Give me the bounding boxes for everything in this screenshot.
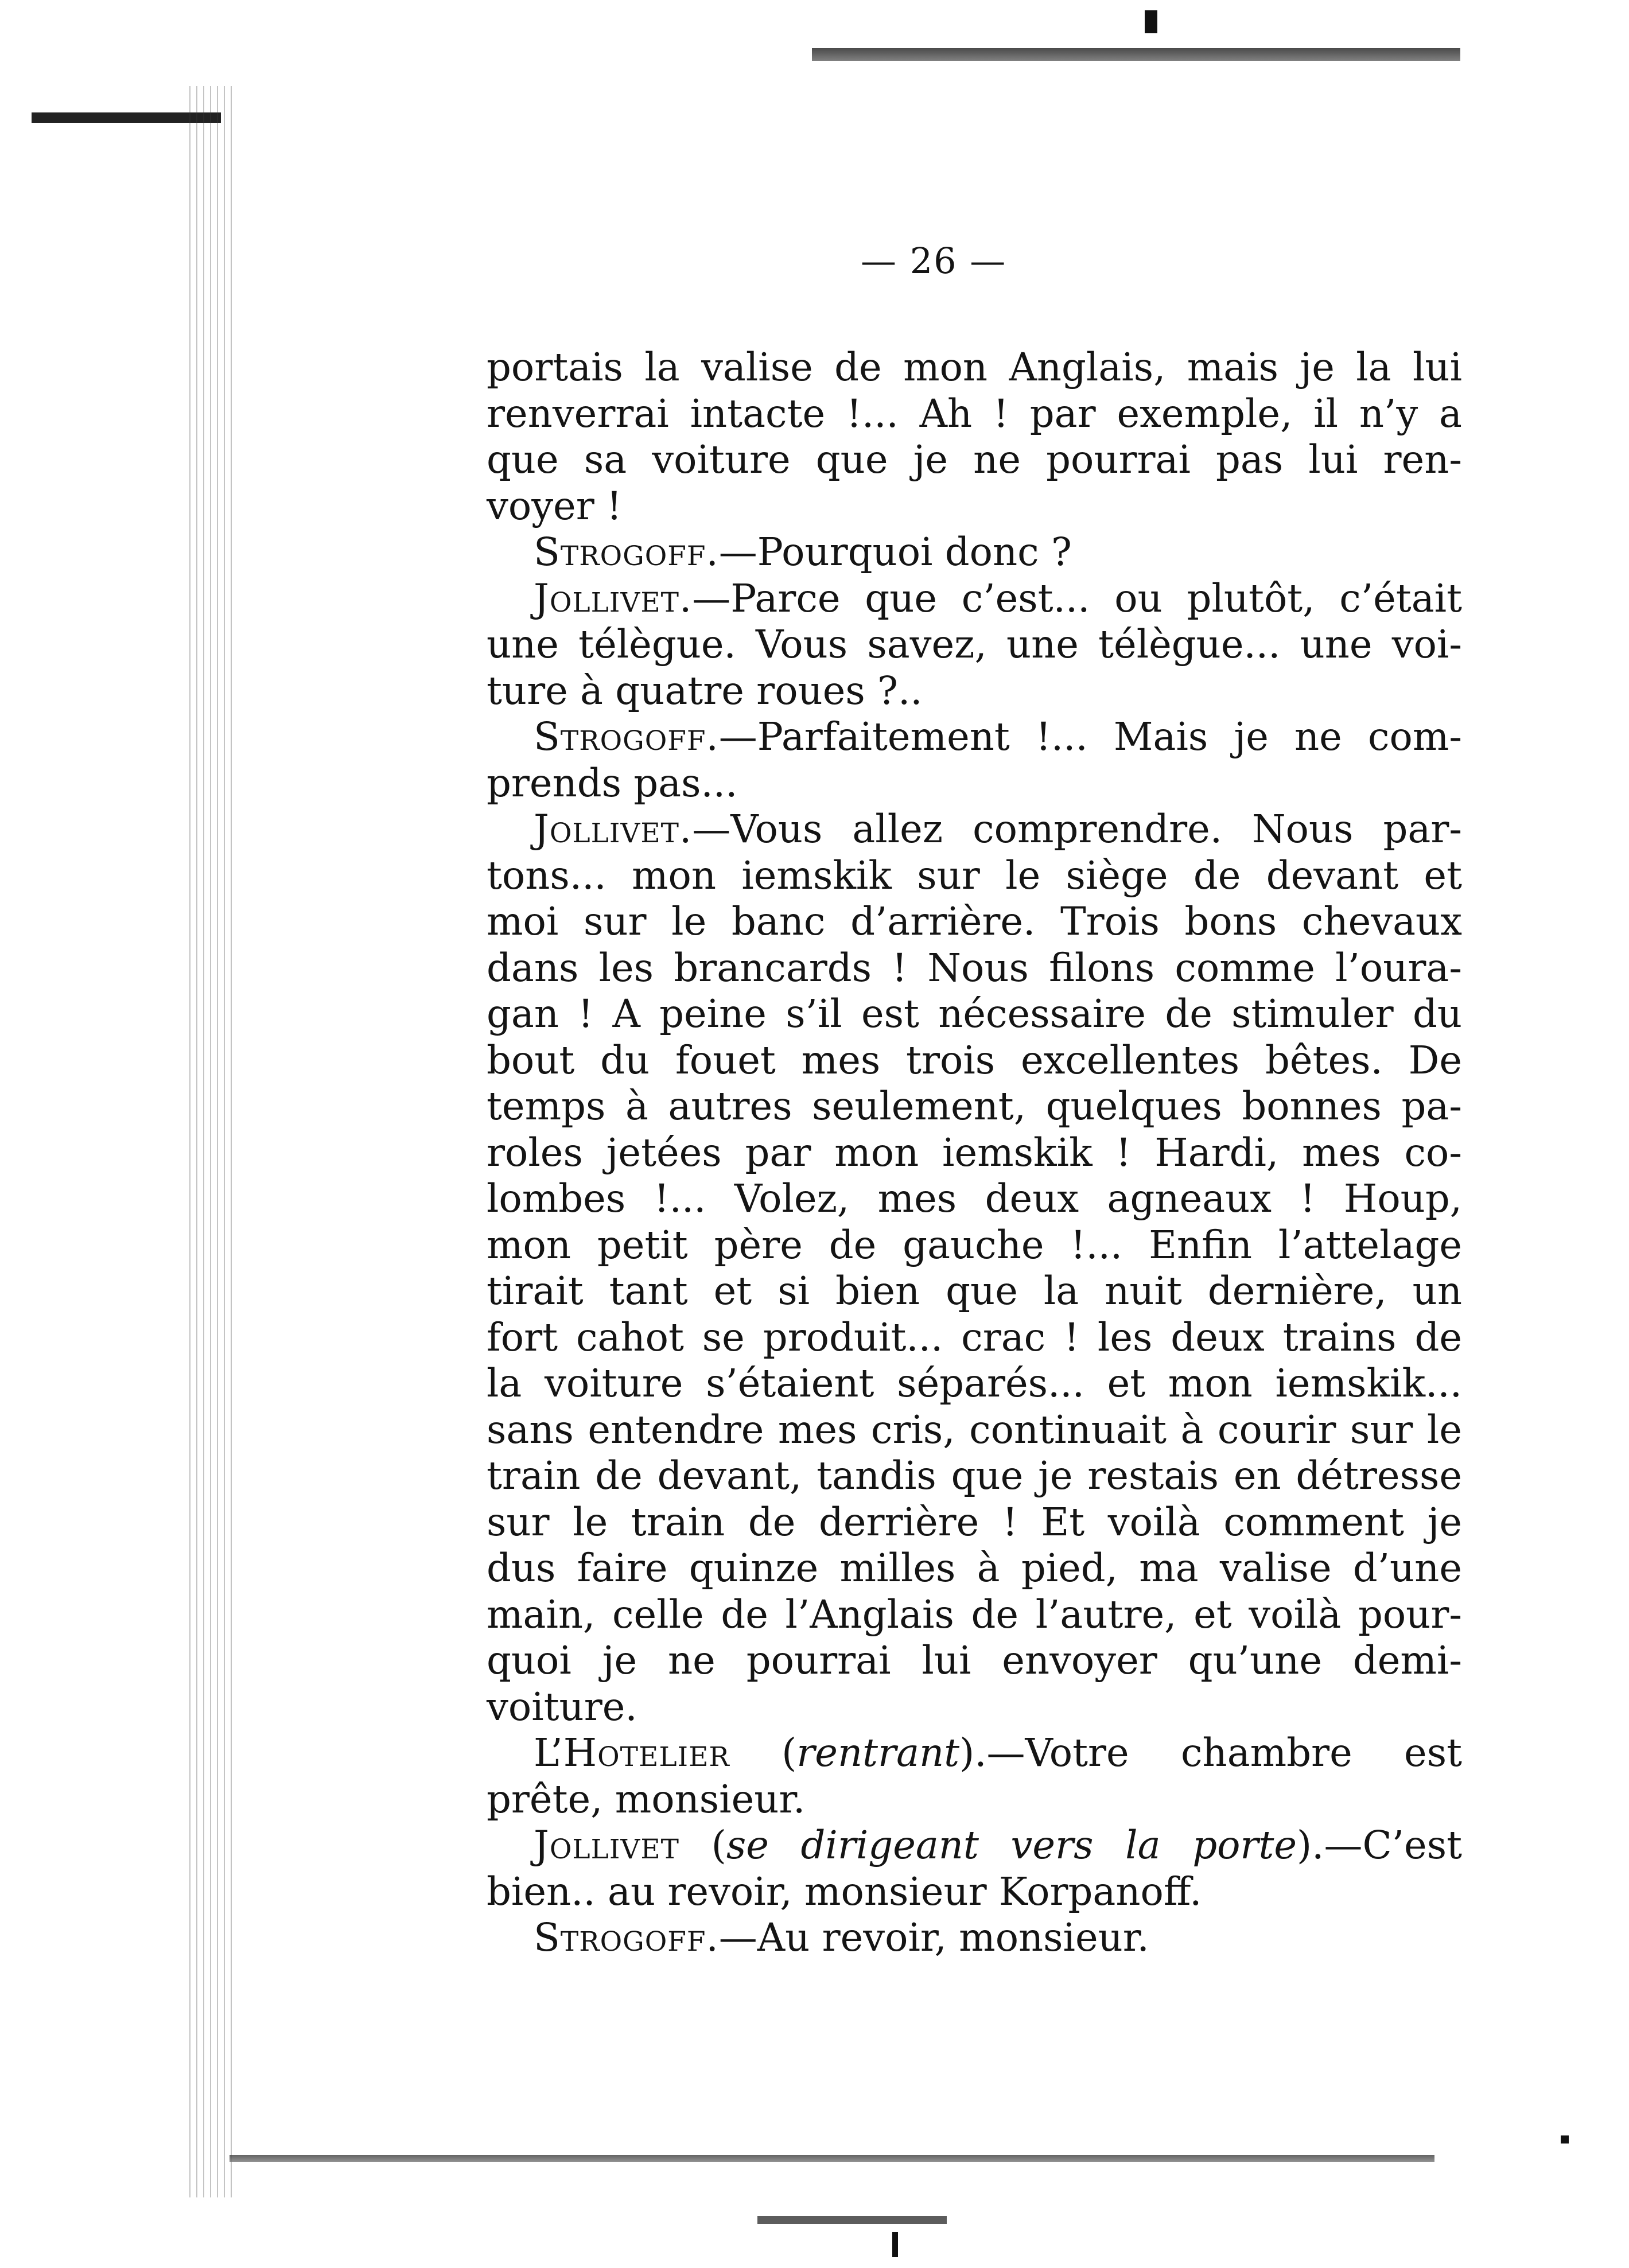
text-line: [487, 1915, 1462, 1961]
line-text: (: [679, 1823, 726, 1868]
text-line: [487, 1869, 1462, 1915]
text-line: [487, 1222, 1462, 1269]
text-line: [487, 1268, 1462, 1314]
line-text: train de devant, tandis que je restais en détresse: [487, 1453, 1462, 1498]
text-line: [487, 853, 1462, 899]
line-text: temps à autres seulement, quelques bonnes pa-: [487, 1084, 1462, 1129]
line-text: roles jetées par mon iemskik ! Hardi, mes co-: [487, 1130, 1462, 1175]
text-line: [487, 1453, 1462, 1499]
line-text: portais la valise de mon Anglais, mais je la lui: [487, 345, 1462, 390]
text-line: [487, 991, 1462, 1037]
text-line: [487, 1314, 1462, 1361]
line-text: tons... mon iemskik sur le siège de devant et: [487, 853, 1462, 898]
line-text: gan ! A peine s’il est nécessaire de stimuler du: [487, 991, 1462, 1036]
text-line: [487, 621, 1462, 668]
text-line: [487, 1176, 1462, 1222]
text-line: [487, 945, 1462, 991]
line-text: sur le train de derrière ! Et voilà comment je: [487, 1499, 1462, 1545]
text-line: [487, 1684, 1462, 1730]
line-text: moi sur le banc d’arrière. Trois bons chevaux: [487, 899, 1462, 944]
text-line: [487, 1130, 1462, 1176]
speaker-name: Jollivet: [534, 1823, 679, 1868]
text-line: [487, 437, 1462, 483]
line-text: dans les brancards ! Nous filons comme l’oura-: [487, 945, 1462, 990]
text-line: [487, 1545, 1462, 1592]
line-text: tirait tant et si bien que la nuit dernière, un: [487, 1269, 1462, 1313]
line-text: sans entendre mes cris, continuait à courir sur le: [487, 1407, 1462, 1452]
text-line: [487, 1037, 1462, 1084]
line-text: —Parfaitement !... Mais je ne com-: [718, 714, 1462, 759]
text-line: [487, 1499, 1462, 1546]
line-text: (: [729, 1730, 797, 1775]
scan-mark-top: [1145, 10, 1157, 33]
line-text: que sa voiture que je ne pourrai pas lui ren-: [487, 437, 1462, 482]
line-text: bout du fouet mes trois excellentes bêtes. De: [487, 1037, 1462, 1083]
text-line: [487, 1592, 1462, 1638]
text-line: [487, 760, 1462, 807]
book-spine-shadow: [189, 86, 235, 2197]
speaker-name: L’Hotelier: [534, 1730, 730, 1775]
line-text: renverrai intacte !... Ah ! par exemple, il n’y a: [487, 391, 1462, 436]
text-line: [487, 714, 1462, 760]
scan-mark-bottom: [892, 2232, 898, 2257]
line-text: —Pourquoi donc ?: [718, 530, 1072, 574]
stage-direction: rentrant: [796, 1730, 960, 1775]
text-line: [487, 1360, 1462, 1407]
line-text: voyer !: [487, 483, 622, 528]
text-line: [487, 575, 1462, 622]
line-text: prête, monsieur.: [487, 1776, 806, 1822]
line-text: ture à quatre roues ?..: [487, 668, 923, 713]
page-text: [487, 344, 1462, 1961]
line-text: —Au revoir, monsieur.: [718, 1915, 1149, 1960]
text-line: [487, 1407, 1462, 1453]
line-text: quoi je ne pourrai lui envoyer qu’une demi-: [487, 1638, 1462, 1683]
line-text: lombes !... Volez, mes deux agneaux ! Houp,: [487, 1176, 1462, 1221]
text-line: [487, 898, 1462, 945]
line-text: dus faire quinze milles à pied, ma valise d’une: [487, 1546, 1462, 1590]
line-text: une télègue. Vous savez, une télègue... une voi-: [487, 622, 1462, 667]
text-line: [487, 1730, 1462, 1776]
text-line: [487, 483, 1462, 530]
page-number: — 26 —: [861, 240, 1007, 282]
scan-mark-right: [1561, 2135, 1569, 2143]
scan-edge-top: [812, 48, 1460, 61]
line-text: ).—Votre chambre est: [959, 1730, 1462, 1775]
line-text: —Parce que c’est... ou plutôt, c’était: [692, 575, 1462, 621]
text-line: [487, 529, 1462, 575]
line-text: ).—C’est: [1297, 1823, 1463, 1868]
line-text: main, celle de l’Anglais de l’autre, et voilà pour-: [487, 1592, 1462, 1637]
line-text: bien.. au revoir, monsieur Korpanoff.: [487, 1869, 1202, 1914]
text-line: [487, 1637, 1462, 1684]
text-line: [487, 1822, 1462, 1869]
speaker-name: Jollivet.: [534, 575, 693, 621]
line-text: mon petit père de gauche !... Enfin l’attelage: [487, 1222, 1462, 1267]
text-line: [487, 806, 1462, 853]
text-line: [487, 391, 1462, 437]
speaker-name: Strogoff.: [534, 530, 719, 574]
stage-direction: se dirigeant vers la porte: [726, 1823, 1297, 1868]
text-line: [487, 668, 1462, 714]
scan-edge-bottom-secondary: [757, 2216, 947, 2224]
text-line: [487, 344, 1462, 391]
line-text: fort cahot se produit... crac ! les deux trains de: [487, 1314, 1462, 1360]
scan-edge-bottom: [230, 2155, 1434, 2162]
line-text: prends pas...: [487, 760, 738, 806]
speaker-name: Jollivet.: [534, 807, 693, 851]
line-text: la voiture s’étaient séparés... et mon iemskik...: [487, 1361, 1462, 1406]
speaker-name: Strogoff.: [534, 714, 719, 759]
text-line: [487, 1083, 1462, 1130]
line-text: —Vous allez comprendre. Nous par-: [692, 807, 1462, 851]
speaker-name: Strogoff.: [534, 1915, 719, 1960]
line-text: voiture.: [487, 1684, 637, 1729]
text-line: [487, 1776, 1462, 1823]
